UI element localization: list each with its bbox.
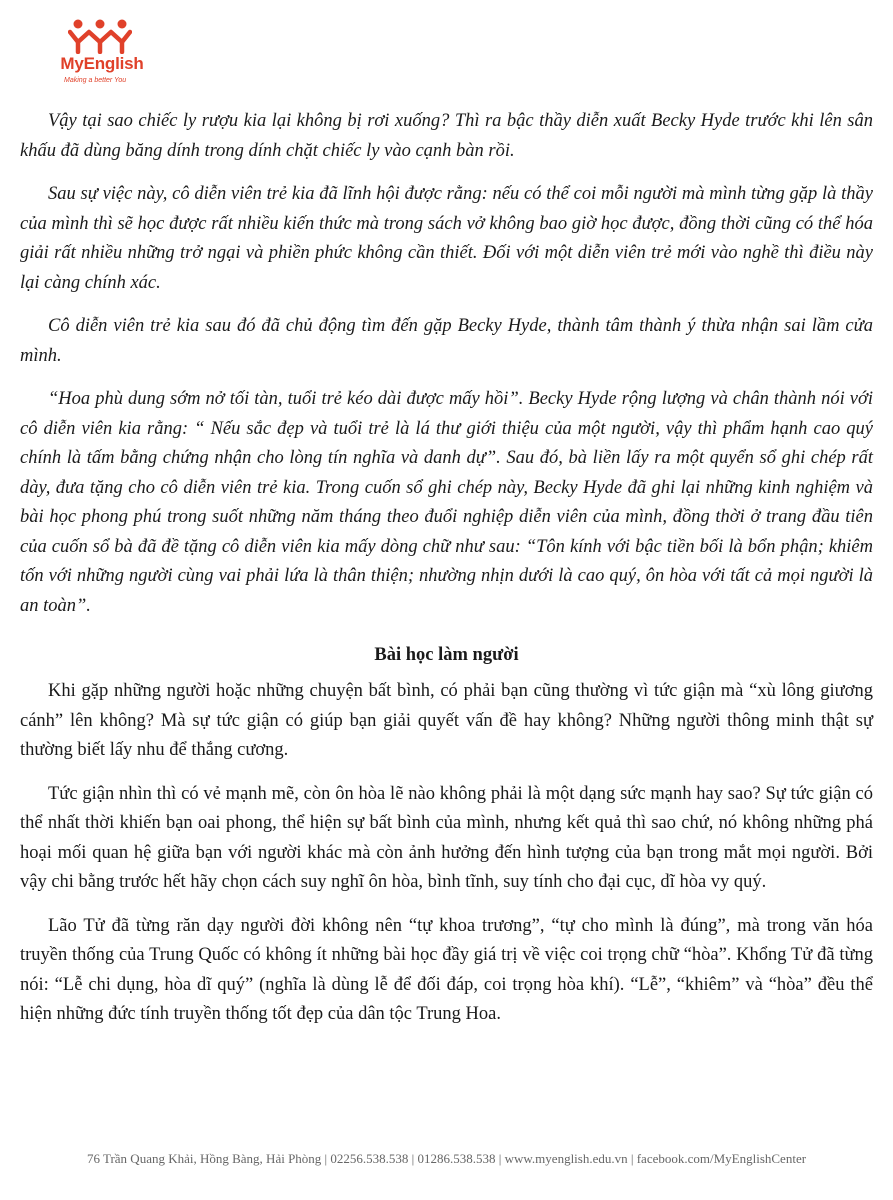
brand-tagline: Making a better You	[64, 77, 127, 84]
story-paragraph: “Hoa phù dung sớm nở tối tàn, tuổi trẻ kéo dài được mấy hồi”. Becky Hyde rộng lượng và chân thành nói với cô diễn viên kia rằng: “ Nếu sắc đẹp và tuổi trẻ là lá thư giới thiệu của một người, vậy thì phẩm hạnh cao quý chính là tấm bằng chứng nhận cho lòng tín nghĩa và danh dự”. Sau đó, bà liền lấy ra một quyển sổ ghi chép rất dày, đưa tặng cho cô diễn viên trẻ kia. Trong cuốn sổ ghi chép này, Becky Hyde đã ghi lại những kinh nghiệm và bài học phong phú trong suốt những năm tháng theo đuổi nghiệp diễn viên của mình, đồng thời ở trang đầu tiên của cuốn sổ bà đã đề tặng cô diễn viên kia mấy dòng chữ như sau: “Tôn kính với bậc tiền bối là bổn phận; khiêm tốn với những người cùng vai phải lứa là thân thiện; nhường nhịn dưới là cao quý, ôn hòa với tất cả mọi người là an toàn”.	[20, 389, 873, 616]
lesson-paragraph: Tức giận nhìn thì có vẻ mạnh mẽ, còn ôn hòa lẽ nào không phải là một dạng sức mạnh hay sao? Sự tức giận có thể nhất thời khiến bạn oai phong, thể hiện sự bất bình của mình, nhưng kết quả thì sao chứ, nó không những phá hoại mối quan hệ giữa bạn với người khác mà còn ảnh hưởng đến hình tượng của bạn trong mắt mọi người. Bởi vậy chi bằng trước hết hãy chọn cách suy nghĩ ôn hòa, bình tĩnh, suy tính cho đại cục, dĩ hòa vy quý.	[20, 783, 873, 892]
people-logo-icon	[68, 18, 132, 54]
brand-name: MyEnglish	[60, 54, 144, 73]
page-footer: 76 Trần Quang Khải, Hồng Bàng, Hải Phòng | 02256.538.538 | 01286.538.538 | www.myenglish.edu.vn | facebook.com/MyEnglishCenter	[86, 1151, 807, 1166]
section-heading: Bài học làm người	[374, 645, 519, 665]
story-paragraph: Vậy tại sao chiếc ly rượu kia lại không bị rơi xuống? Thì ra bậc thầy diễn xuất Becky Hyde trước khi lên sân khấu đã dùng băng dính trong dính chặt chiếc ly vào cạnh bàn rồi.	[20, 111, 873, 161]
story-paragraph: Cô diễn viên trẻ kia sau đó đã chủ động tìm đến gặp Becky Hyde, thành tâm thành ý thừa nhận sai lầm cửa mình.	[20, 316, 873, 366]
lesson-paragraph: Lão Tử đã từng răn dạy người đời không nên “tự khoa trương”, “tự cho mình là đúng”, mà trong văn hóa truyền thống của Trung Quốc có không ít những bài học đầy giá trị về việc coi trọng chữ “hòa”. Khổng Tử đã từng nói: “Lễ chi dụng, hòa dĩ quý” (nghĩa là dùng lễ để đối đáp, coi trọng hòa khí). “Lễ”, “khiêm” và “hòa” đều thể hiện những đức tính truyền thống tốt đẹp của dân tộc Trung Hoa.	[20, 915, 873, 1024]
lesson-paragraph: Khi gặp những người hoặc những chuyện bất bình, có phải bạn cũng thường vì tức giận mà “xù lông giương cánh” lên không? Mà sự tức giận có giúp bạn giải quyết vấn đề hay không? Những người thông minh thật sự thường biết lấy nhu để thắng cương.	[20, 681, 873, 760]
story-paragraph: Sau sự việc này, cô diễn viên trẻ kia đã lĩnh hội được rằng: nếu có thể coi mỗi người mà mình từng gặp là thầy của mình thì sẽ học được rất nhiều kiến thức mà trong sách vở không bao giờ học được, đồng thời cũng có thể hóa giải rất nhiều những trở ngại và phiền phức không cần thiết. Đối với một diễn viên trẻ mới vào nghề thì điều này lại càng chính xác.	[20, 184, 873, 293]
brand-logo	[52, 18, 152, 88]
document-body	[20, 107, 873, 1044]
